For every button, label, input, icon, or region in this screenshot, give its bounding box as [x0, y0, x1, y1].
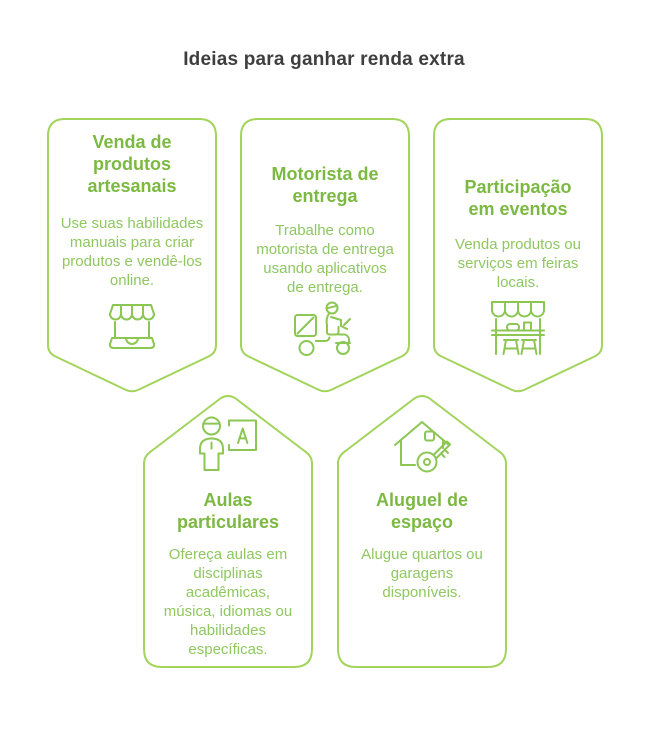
market-stall-icon — [487, 299, 549, 357]
card-description: Venda produtos ou serviços em feiras locais. — [455, 236, 581, 291]
card-title: Venda de produtos artesanais — [87, 132, 177, 196]
house-key-icon — [389, 417, 455, 477]
card-description: Use suas habilidades manuais para criar produtos e vendê-los online. — [60, 215, 204, 289]
card-participacao-eventos — [433, 118, 603, 393]
card-description: Ofereça aulas em disciplinas acadêmicas, música, idiomas ou habilidades específicas. — [163, 546, 293, 658]
card-venda-produtos-artesanais — [47, 118, 217, 393]
card-aluguel-espaco — [337, 393, 507, 668]
card-motorista-entrega — [240, 118, 410, 393]
card-title: Motorista de entrega — [271, 164, 379, 206]
card-title: Aulas particulares — [176, 490, 280, 532]
storefront-icon — [102, 302, 162, 356]
card-description: Trabalhe como motorista de entrega usando aplicativos de entrega. — [256, 222, 394, 296]
teacher-board-icon — [195, 415, 261, 475]
delivery-scooter-icon — [293, 300, 357, 358]
page-title: Ideias para ganhar renda extra — [183, 49, 465, 70]
card-description: Alugue quartos ou garagens disponíveis. — [361, 546, 483, 601]
card-title: Participação em eventos — [464, 177, 572, 219]
card-aulas-particulares — [143, 393, 313, 668]
card-title: Aluguel de espaço — [375, 490, 468, 532]
